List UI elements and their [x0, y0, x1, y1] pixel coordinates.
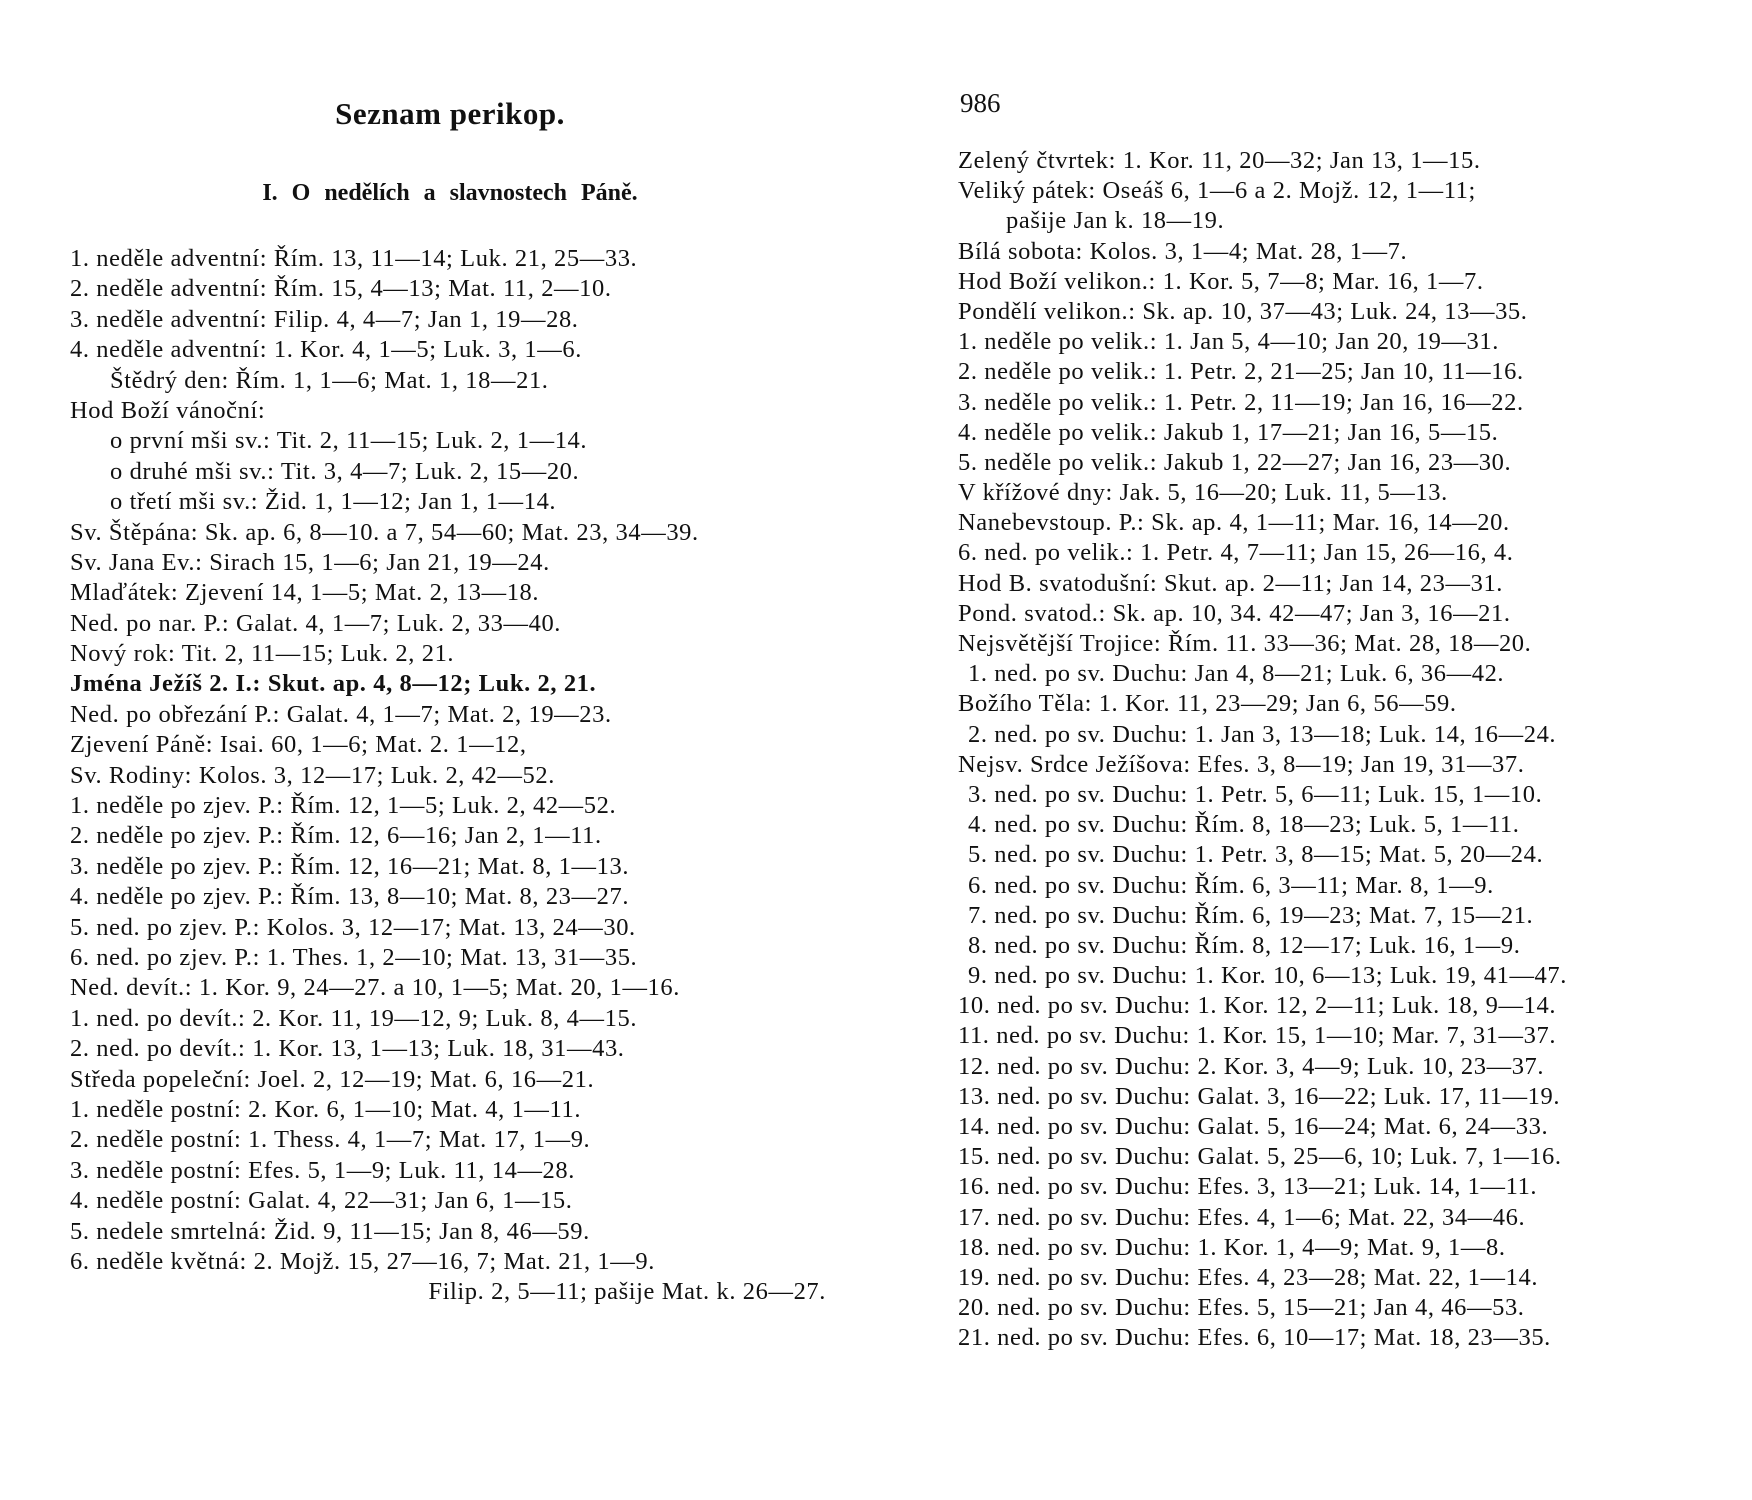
- pericope-line: 3. neděle adventní: Filip. 4, 4—7; Jan 1, 19—28.: [70, 305, 579, 333]
- page-title: Seznam perikop.: [335, 96, 565, 131]
- pericope-line: 5. nedele smrtelná: Žid. 9, 11—15; Jan 8, 46—59.: [70, 1217, 590, 1245]
- pericope-line: pašije Jan k. 18—19.: [1006, 207, 1225, 235]
- left-column: [70, 244, 830, 1308]
- pericope-line: Ned. po nar. P.: Galat. 4, 1—7; Luk. 2, 33—40.: [70, 609, 562, 637]
- pericope-line: 2. neděle po zjev. P.: Řím. 12, 6—16; Jan 2, 1—11.: [70, 822, 602, 850]
- pericope-line: 2. ned. po sv. Duchu: 1. Jan 3, 13—18; Luk. 14, 16—24.: [968, 720, 1557, 748]
- pericope-line: 4. neděle po zjev. P.: Řím. 13, 8—10; Mat. 8, 23—27.: [70, 883, 630, 911]
- pericope-line: 6. ned. po velik.: 1. Petr. 4, 7—11; Jan 15, 26—16, 4.: [958, 539, 1514, 567]
- pericope-line: Veliký pátek: Oseáš 6, 1—6 a 2. Mojž. 12, 1—11;: [958, 177, 1476, 205]
- pericope-line: Nový rok: Tit. 2, 11—15; Luk. 2, 21.: [70, 640, 455, 668]
- pericope-line: Božího Těla: 1. Kor. 11, 23—29; Jan 6, 56—59.: [958, 690, 1457, 718]
- pericope-line: Zelený čtvrtek: 1. Kor. 11, 20—32; Jan 13, 1—15.: [958, 147, 1481, 174]
- pericope-line: Hod Boží vánoční:: [70, 396, 266, 424]
- pericope-line: Sv. Rodiny: Kolos. 3, 12—17; Luk. 2, 42—52.: [70, 761, 555, 789]
- pericope-line: 2. neděle po velik.: 1. Petr. 2, 21—25; Jan 10, 11—16.: [958, 358, 1524, 386]
- pericope-line: 10. ned. po sv. Duchu: 1. Kor. 12, 2—11; Luk. 18, 9—14.: [958, 992, 1557, 1020]
- pericope-line: 9. ned. po sv. Duchu: 1. Kor. 10, 6—13; Luk. 19, 41—47.: [968, 962, 1567, 990]
- pericope-line: 4. neděle postní: Galat. 4, 22—31; Jan 6, 1—15.: [70, 1187, 573, 1215]
- pericope-line: V křížové dny: Jak. 5, 16—20; Luk. 11, 5—13.: [958, 479, 1448, 507]
- section-heading: I. O nedělích a slavnostech Páně.: [262, 180, 638, 206]
- pericope-line: 4. neděle po velik.: Jakub 1, 17—21; Jan 16, 5—15.: [958, 418, 1499, 446]
- pericope-line: 13. ned. po sv. Duchu: Galat. 3, 16—22; Luk. 17, 11—19.: [958, 1082, 1561, 1110]
- pericope-line: Hod Boží velikon.: 1. Kor. 5, 7—8; Mar. 16, 1—7.: [958, 267, 1484, 295]
- pericope-line: Pondělí velikon.: Sk. ap. 10, 37—43; Luk. 24, 13—35.: [958, 297, 1528, 325]
- pericope-line: Štědrý den: Řím. 1, 1—6; Mat. 1, 18—21.: [110, 366, 549, 394]
- pericope-line: 19. ned. po sv. Duchu: Efes. 4, 23—28; Mat. 22, 1—14.: [958, 1263, 1539, 1291]
- pericope-line: Sv. Jana Ev.: Sirach 15, 1—6; Jan 21, 19—24.: [70, 548, 550, 576]
- pericope-line: Ned. devít.: 1. Kor. 9, 24—27. a 10, 1—5; Mat. 20, 1—16.: [70, 974, 680, 1002]
- pericope-line: 2. neděle postní: 1. Thess. 4, 1—7; Mat. 17, 1—9.: [70, 1126, 591, 1154]
- pericope-line: 6. neděle květná: 2. Mojž. 15, 27—16, 7; Mat. 21, 1—9.: [70, 1247, 655, 1275]
- pericope-line: Bílá sobota: Kolos. 3, 1—4; Mat. 28, 1—7.: [958, 237, 1408, 265]
- pericope-line: 5. ned. po sv. Duchu: 1. Petr. 3, 8—15; Mat. 5, 20—24.: [968, 841, 1544, 869]
- pericope-line: o třetí mši sv.: Žid. 1, 1—12; Jan 1, 1—14.: [110, 488, 557, 516]
- pericope-line: 2. neděle adventní: Řím. 15, 4—13; Mat. 11, 2—10.: [70, 275, 612, 303]
- pericope-line: 6. ned. po sv. Duchu: Řím. 6, 3—11; Mar. 8, 1—9.: [968, 871, 1494, 899]
- pericope-line: o první mši sv.: Tit. 2, 11—15; Luk. 2, 1—14.: [110, 427, 588, 455]
- pericope-line: 16. ned. po sv. Duchu: Efes. 3, 13—21; Luk. 14, 1—11.: [958, 1173, 1538, 1201]
- pericope-line: Zjevení Páně: Isai. 60, 1—6; Mat. 2. 1—12,: [70, 731, 527, 759]
- pericope-line: Filip. 2, 5—11; pašije Mat. k. 26—27.: [428, 1278, 826, 1306]
- pericope-line: 7. ned. po sv. Duchu: Řím. 6, 19—23; Mat. 7, 15—21.: [968, 901, 1534, 929]
- pericope-line: 17. ned. po sv. Duchu: Efes. 4, 1—6; Mat. 22, 34—46.: [958, 1203, 1526, 1231]
- pericope-line: 3. neděle postní: Efes. 5, 1—9; Luk. 11, 14—28.: [70, 1156, 575, 1184]
- pericope-line: 1. neděle postní: 2. Kor. 6, 1—10; Mat. 4, 1—11.: [70, 1095, 582, 1123]
- pericope-line: 15. ned. po sv. Duchu: Galat. 5, 25—6, 10; Luk. 7, 1—16.: [958, 1143, 1562, 1171]
- pericope-line: 1. neděle adventní: Řím. 13, 11—14; Luk. 21, 25—33.: [70, 245, 638, 272]
- pericope-line: 21. ned. po sv. Duchu: Efes. 6, 10—17; Mat. 18, 23—35.: [958, 1324, 1551, 1352]
- pericope-line: Nejsvětější Trojice: Řím. 11. 33—36; Mat. 28, 18—20.: [958, 630, 1532, 657]
- pericope-line: 5. neděle po velik.: Jakub 1, 22—27; Jan 16, 23—30.: [958, 448, 1512, 476]
- pericope-line: 12. ned. po sv. Duchu: 2. Kor. 3, 4—9; Luk. 10, 23—37.: [958, 1052, 1545, 1080]
- pericope-line: 20. ned. po sv. Duchu: Efes. 5, 15—21; Jan 4, 46—53.: [958, 1294, 1525, 1322]
- pericope-line: Jména Ježíš 2. I.: Skut. ap. 4, 8—12; Luk. 2, 21.: [70, 670, 597, 698]
- pericope-line: Hod B. svatodušní: Skut. ap. 2—11; Jan 14, 23—31.: [958, 569, 1504, 597]
- pericope-line: 18. ned. po sv. Duchu: 1. Kor. 1, 4—9; Mat. 9, 1—8.: [958, 1233, 1506, 1261]
- pericope-line: Středa popeleční: Joel. 2, 12—19; Mat. 6, 16—21.: [70, 1065, 595, 1093]
- pericope-line: Nanebevstoup. P.: Sk. ap. 4, 1—11; Mar. 16, 14—20.: [958, 509, 1510, 537]
- pericope-line: Ned. po obřezání P.: Galat. 4, 1—7; Mat. 2, 19—23.: [70, 700, 612, 728]
- pericope-line: Nejsv. Srdce Ježíšova: Efes. 3, 8—19; Jan 19, 31—37.: [958, 750, 1525, 778]
- pericope-line: Sv. Štěpána: Sk. ap. 6, 8—10. a 7, 54—60; Mat. 23, 34—39.: [70, 518, 699, 546]
- pericope-line: 4. neděle adventní: 1. Kor. 4, 1—5; Luk. 3, 1—6.: [70, 336, 582, 364]
- page-number: 986: [960, 88, 1001, 118]
- pericope-line: Pond. svatod.: Sk. ap. 10, 34. 42—47; Jan 3, 16—21.: [958, 599, 1511, 627]
- pericope-line: 5. ned. po zjev. P.: Kolos. 3, 12—17; Mat. 13, 24—30.: [70, 913, 636, 941]
- pericope-line: 3. neděle po zjev. P.: Řím. 12, 16—21; Mat. 8, 1—13.: [70, 852, 630, 880]
- pericope-line: o druhé mši sv.: Tit. 3, 4—7; Luk. 2, 15—20.: [110, 457, 580, 485]
- right-column: [958, 146, 1698, 1354]
- pericope-line: 8. ned. po sv. Duchu: Řím. 8, 12—17; Luk. 16, 1—9.: [968, 931, 1521, 959]
- pericope-line: 14. ned. po sv. Duchu: Galat. 5, 16—24; Mat. 6, 24—33.: [958, 1113, 1549, 1140]
- pericope-line: 2. ned. po devít.: 1. Kor. 13, 1—13; Luk. 18, 31—43.: [70, 1035, 625, 1063]
- pericope-line: 11. ned. po sv. Duchu: 1. Kor. 15, 1—10; Mar. 7, 31—37.: [958, 1022, 1557, 1050]
- pericope-line: Mlaďátek: Zjevení 14, 1—5; Mat. 2, 13—18.: [70, 579, 540, 607]
- pericope-line: 4. ned. po sv. Duchu: Řím. 8, 18—23; Luk. 5, 1—11.: [968, 811, 1520, 839]
- pericope-line: 1. ned. po devít.: 2. Kor. 11, 19—12, 9; Luk. 8, 4—15.: [70, 1004, 638, 1032]
- pericope-line: 1. neděle po zjev. P.: Řím. 12, 1—5; Luk. 2, 42—52.: [70, 792, 617, 820]
- pericope-line: 6. ned. po zjev. P.: 1. Thes. 1, 2—10; Mat. 13, 31—35.: [70, 943, 638, 971]
- pericope-line: 1. neděle po velik.: 1. Jan 5, 4—10; Jan 20, 19—31.: [958, 328, 1499, 356]
- pericope-line: 1. ned. po sv. Duchu: Jan 4, 8—21; Luk. 6, 36—42.: [968, 660, 1505, 688]
- pericope-line: 3. neděle po velik.: 1. Petr. 2, 11—19; Jan 16, 16—22.: [958, 388, 1524, 416]
- pericope-line: 3. ned. po sv. Duchu: 1. Petr. 5, 6—11; Luk. 15, 1—10.: [968, 780, 1543, 808]
